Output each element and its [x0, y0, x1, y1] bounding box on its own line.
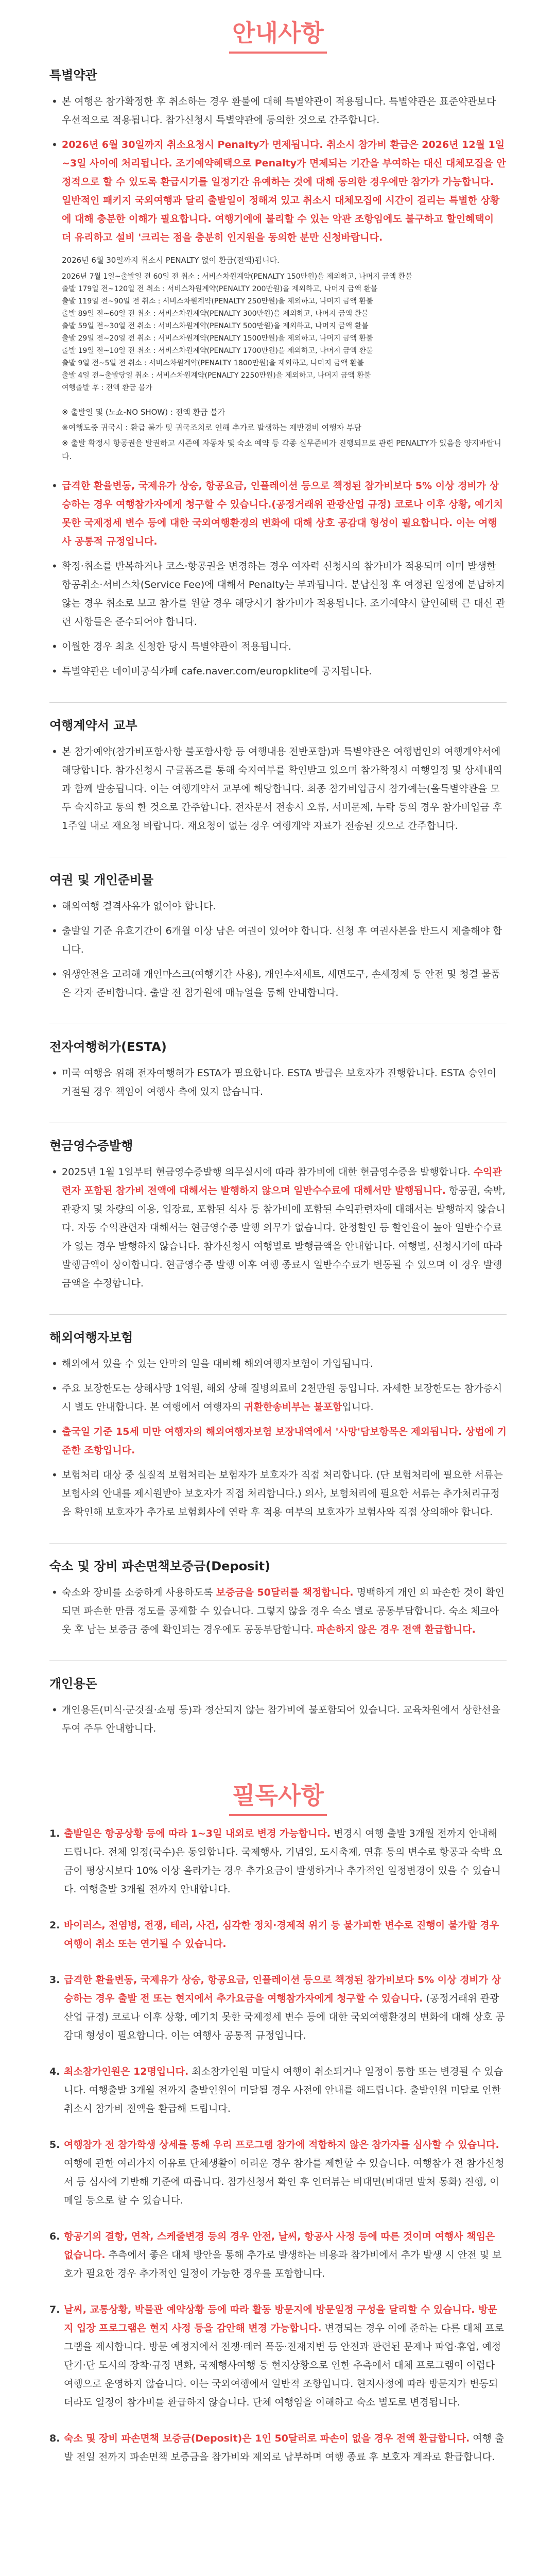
- list-item-text: 미국 여행을 위해 전자여행허가 ESTA가 필요합니다. ESTA 발급은 보호자가 진행합니다. ESTA 승인이 거절될 경우 책임이 여행사 측에 있지 않습니다.: [62, 1067, 497, 1097]
- list-item-text: 보험처리 대상 중 실질적 보험처리는 보험자가 보호자가 직접 처리합니다. (단 보험처리에 필요한 서류는 보험사의 안내를 제시원받아 보호자가 직접 처리합니다.) 의사, 보험처리에 필요한 서류는 추가처리규정을 확인해 보호자가 추가로 보험회사에 연락 후 적용 여부의 보호자가 보험사와 직접 상의해야 합니다.: [62, 1469, 503, 1518]
- list-item: [49, 742, 507, 835]
- list-item: [49, 922, 507, 959]
- list-item: [49, 92, 507, 129]
- must-item: [49, 2062, 507, 2118]
- must-item: [49, 2429, 507, 2466]
- section-title-refund: 여권 및 개인준비물: [49, 857, 507, 897]
- list-item: [49, 1354, 507, 1373]
- list-item: [49, 1466, 507, 1521]
- must-item-text: (공정거래위 관광산업 규정) 코로나 이후 상황, 예기치 못한 국제정세 변수 등에 대한 국외여행환경의 변화에 대해 상호 공감대 형성이 필요합니다. 이는 여행사 공통적 규정입니다.: [64, 1993, 505, 2041]
- section-body-cancel: [49, 92, 507, 702]
- penalty-schedule-line: 출발 89일 전~60일 전 취소 : 서비스차원계약(PENALTY 300만원)을 제외하고, 나머지 금액 환불: [62, 310, 369, 318]
- penalty-schedule-caption: 2026년 6월 30일까지 취소시 PENALTY 없이 환급(전액)됩니다.: [62, 256, 280, 265]
- list-item: [49, 662, 507, 681]
- list-item: [49, 897, 507, 916]
- section-body-photo: [49, 1354, 507, 1543]
- must-item-emphasis: 여행참가 전 참가학생 상세를 통해 우리 프로그램 참가에 적합하지 않은 참가자를 심사할 수 있습니다.: [64, 2139, 499, 2150]
- list-item: [49, 1583, 507, 1639]
- must-item: [49, 1971, 507, 2045]
- penalty-schedule-line: 출발 9일 전~5일 전 취소 : 서비스차원계약(PENALTY 1800만원)을 제외하고, 나머지 금액 환불: [62, 359, 364, 367]
- section-title-insurance: 여행계약서 교부: [49, 702, 507, 742]
- notice-title-block: [0, 0, 556, 65]
- list-item: [49, 1701, 507, 1738]
- list-item: [49, 1422, 507, 1460]
- must-item-text: 여행에 관한 여러가지 이유로 단체생활이 어려운 경우 참가를 제한할 수 있습니다. 여행참가 전 참가신청서 등 심사에 기반해 기준에 따릅니다. 참가신청서 확인 후 인터뷰는 비대면(비대면 발처 통화) 진행, 이메일 등으로 할 수 있습니다.: [64, 2158, 505, 2206]
- list-item-text: 주요 보장한도는 상해사망 1억원, 해외 상해 질병의료비 2천만원 등입니다. 자세한 보장한도는 참가증시 시 별도 안내합니다. 본 여행에서 여행자의: [62, 1383, 502, 1413]
- must-item-emphasis: 바이러스, 전염병, 전쟁, 테러, 사건, 심각한 정치·경제적 위기 등 불가피한 변수로 진행이 불가할 경우 여행이 취소 또는 연기될 수 있습니다.: [64, 1920, 499, 1950]
- penalty-note: ※ 출발일 및 (노쇼-NO SHOW) : 전액 환급 불가: [62, 408, 225, 417]
- list-item-text: 해외에서 있을 수 있는 안막의 일을 대비해 해외여행자보험이 가입됩니다.: [62, 1358, 373, 1369]
- list-item-text: 출발일 기준 유효기간이 6개월 이상 남은 여권이 있어야 합니다. 신청 후 여권사본을 반드시 제출해야 합니다.: [62, 925, 502, 955]
- must-item: [49, 1824, 507, 1899]
- must-item: [49, 2300, 507, 2412]
- list-item-text: 위생안전을 고려해 개인마스크(여행기간 사용), 개인수저세트, 세면도구, 손세정제 등 안전 및 청결 물품은 각자 준비합니다. 출발 전 참가원에 매뉴얼을 통해 안내합니다.: [62, 969, 500, 998]
- penalty-schedule-line: 출발 119일 전~90일 전 취소 : 서비스차원계약(PENALTY 250만원)을 제외하고, 나머지 금액 환불: [62, 297, 373, 306]
- list-item: [49, 1163, 507, 1293]
- penalty-schedule-line: 출발 19일 전~10일 전 취소 : 서비스차원계약(PENALTY 1700만원)을 제외하고, 나머지 금액 환불: [62, 347, 373, 355]
- must-item-number: 4.: [49, 2066, 60, 2077]
- list-item-text: 본 참가예약(참가비포함사항 불포함사항 등 여행내용 전반포함)과 특별약관은 여행법인의 여행계약서에 해당합니다. 참가신청시 구글폼즈를 통해 숙지여부를 확인받고 있으며 참가확정시 여행일정 및 상세내역과 함께 발송됩니다. 이는 여행계약서 교부에 해당합니다. 최종 참가비입금시 참가예는(올특별약관을 모두 숙지하고 동의 한 것으로 간주합니다. 전자문서 전송시 오류, 서버문제, 누락 등의 경우 참가비입금 후 1주일 내로 재요청 바랍니다. 재요청이 없는 경우 여행계약 자료가 전송된 것으로 간주합니다.: [62, 746, 502, 832]
- must-item: [49, 2136, 507, 2210]
- penalty-schedule: [49, 253, 507, 394]
- list-item-text: 숙소와 장비를 소중하게 사용하도록: [62, 1587, 216, 1598]
- penalty-schedule-line: 출발 179일 전~120일 전 취소 : 서비스차원계약(PENALTY 200만원)을 제외하고, 나머지 금액 환불: [62, 285, 378, 293]
- list-item-emphasis: 수익관련자 포함된 참가비 전액에 대해서는 발행하지 않으며 일반수수료에 대해서만 발행됩니다.: [62, 1166, 502, 1196]
- must-item-number: 8.: [49, 2433, 60, 2444]
- section-title-photo: 해외여행자보험: [49, 1314, 507, 1354]
- section-title-cancel: 특별약관: [49, 68, 97, 82]
- list-item-text: 이월한 경우 최초 신청한 당시 특별약관이 적용됩니다.: [62, 641, 292, 652]
- list-item-text: 해외여행 결격사유가 없어야 합니다.: [62, 901, 216, 912]
- list-item: [49, 637, 507, 656]
- list-item-text: 출국일 기준 15세 미만 여행자의 해외여행자보험 보장내역에서 '사망'담보항목은 제외됩니다. 상법에 기준한 조항입니다.: [62, 1426, 507, 1456]
- penalty-schedule-line: 여행출발 후 : 전액 환급 불가: [62, 384, 152, 392]
- section-title-privacy: 개인용돈: [49, 1660, 507, 1701]
- must-item-number: 5.: [49, 2139, 60, 2150]
- must-item-number: 6.: [49, 2231, 60, 2242]
- list-item: [49, 1064, 507, 1101]
- must-item-text: 추측에서 좋은 대체 방안을 통해 추가로 발생하는 비용과 참가비에서 추가 발생 시 안전 및 보호가 필요한 경우 추가적인 일정이 가능한 경우를 포함합니다.: [64, 2249, 502, 2279]
- notice-sections: [0, 65, 556, 1759]
- section-title-deposit: 숙소 및 장비 파손면책보증금(Deposit): [49, 1543, 507, 1583]
- penalty-schedule-line: 2026년 7월 1일~출발일 전 60일 전 취소 : 서비스차원계약(PENALTY 150만원)을 제외하고, 나머지 금액 환불: [62, 273, 412, 281]
- must-title: 필독사항: [232, 1777, 324, 1816]
- must-item-text: 여행 출발 전일 전까지 파손면책 보증금을 참가비와 제외로 납부하며 여행 종료 후 보호자 계좌로 환급합니다.: [64, 2433, 505, 2463]
- must-item-text: 최소참가인원 미달시 여행이 취소되거나 일정이 통합 또는 변경될 수 있습니다. 여행출발 3개월 전까지 출발인원이 미달될 경우 사전에 안내를 해드립니다. 출발인원 미달로 인한 취소시 참가비 전액을 환급해 드립니다.: [64, 2066, 503, 2114]
- section-body-refund: [49, 897, 507, 1024]
- list-item-text: 본 여행은 참가확정한 후 취소하는 경우 환불에 대해 특별약관이 적용됩니다. 특별약관은 표준약관보다 우선적으로 적용됩니다. 참가신청시 특별약관에 동의한 것으로 간주합니다.: [62, 96, 496, 126]
- must-item-emphasis: 항공기의 결항, 연착, 스케줄변경 등의 경우 안전, 날씨, 항공사 사정 등에 따른 것이며 여행사 책임은 없습니다.: [64, 2231, 495, 2261]
- must-item-emphasis: 출발일은 항공상황 등에 따라 1~3일 내외로 변경 가능합니다.: [64, 1828, 331, 1839]
- notice-title: 안내사항: [232, 14, 324, 54]
- list-item: [49, 557, 507, 631]
- must-title-block: [0, 1759, 556, 1824]
- list-item-text: 확정·취소를 반복하거나 코스·항공권을 변경하는 경우 여자력 신청시의 참가비가 적용되며 이미 발생한 항공취소·서비스차(Service Fee)에 대해서 Penalty는 부과됩니다. 분납신청 후 여정된 일정에 분납하지 않는 경우 취소로 보고 참가를 원할 경우 해당시기 참가비가 적용됩니다. 조기예약시 할인혜택 큰 대신 관련 사항들은 준수되어야 합니다.: [62, 561, 506, 628]
- list-item-text: 명백하게 개인 의 파손한 것이 확인되면 파손한 만큼 정도를 공제할 수 있습니다. 그렇지 않을 경우 숙소 별로 공동부담합니다. 숙소 체크아웃 후 남는 보증금 중에 확인되는 경우에도 공동부담합니다.: [62, 1587, 505, 1635]
- penalty-schedule-line: 출발 4일 전~출발당일 취소 : 서비스차원계약(PENALTY 2250만원)을 제외하고, 나머지 금액 환불: [62, 371, 371, 380]
- must-item: [49, 2227, 507, 2283]
- must-item-number: 1.: [49, 1828, 60, 1839]
- must-item: [49, 1916, 507, 1953]
- must-item-text: 변경되는 경우 이에 준하는 다른 대체 프로그램을 제시합니다. 방문 예정지에서 전쟁·테러 폭동·전재지변 등 안전과 관련된 문제나 파업·휴업, 예정 단기·단 도시의 장착·규정 변화, 국제행사여행 등 현지상황으로 인한 추측에서 대체 프로그램이 어렵다 여행으로 운영하지 않습니다. 이는 국외여행에서 일반적 조항입니다. 현지사정에 따라 방문지가 변동되더라도 일정이 참가비를 환급하지 않습니다. 단체 여행임을 이해하고 숙소 별도로 변경됩니다.: [64, 2323, 504, 2408]
- penalty-notes: [49, 405, 507, 463]
- must-item-emphasis: 날씨, 교통상황, 박물관 예약상황 등에 따라 활동 방문지에 방문일정 구성을 달리할 수 있습니다. 방문지 입장 프로그램은 현지 사정 등을 감안해 변경 가능합니다.: [64, 2304, 497, 2334]
- penalty-schedule-line: 출발 29일 전~20일 전 취소 : 서비스차원계약(PENALTY 1500만원)을 제외하고, 나머지 금액 환불: [62, 334, 373, 343]
- list-item-text: 특별약관은 네이버공식카페 cafe.naver.com/europklite에 공지됩니다.: [62, 666, 372, 677]
- must-item-emphasis: 숙소 및 장비 파손면책 보증금(Deposit)은 1인 50달러로 파손이 없을 경우 전액 환급합니다.: [64, 2433, 470, 2444]
- penalty-schedule-line: 출발 59일 전~30일 전 취소 : 서비스차원계약(PENALTY 500만원)을 제외하고, 나머지 금액 환불: [62, 322, 369, 330]
- section-title-etc: 전자여행허가(ESTA): [49, 1024, 507, 1064]
- must-list: [0, 1824, 556, 2466]
- list-item-text: 항공권, 숙박, 관광지 및 차량의 이용, 입장료, 포함된 식사 등 참가비에 포함된 수익관련자에 대해서는 발행하지 않습니다. 자동 수익관련자 대해서는 현금영수증 발행 의무가 없습니다. 한정할인 등 할인율이 높아 일반수수료가 없는 경우 발행하지 않습니다. 참가신청시 여행별로 발행금액을 안내합니다. 여행별, 신청시기에 따라 발행금액이 상이합니다. 현금영수증 발행 이후 여행 종료시 일반수수료가 변동될 수 있으며 이 경우 발행금액을 수정합니다.: [62, 1185, 506, 1289]
- list-item: [49, 1379, 507, 1416]
- must-item-number: 3.: [49, 1974, 60, 1986]
- must-item-number: 2.: [49, 1920, 60, 1931]
- list-item: [49, 965, 507, 1002]
- section-body-insurance: [49, 742, 507, 857]
- must-item-emphasis: 최소참가인원은 12명입니다.: [64, 2066, 189, 2077]
- must-item-text: 변경시 여행 출발 3개월 전까지 안내해 드립니다. 전체 일정(국수)은 동일합니다. 국제행사, 기념일, 도시축제, 연휴 등의 변수로 항공과 숙박 요금이 평상시보다 10% 이상 올라가는 경우 추가요금이 발생하거나 추가적인 일정변경이 있을 수 있습니다. 여행출발 3개월 전까지 안내합니다.: [64, 1828, 502, 1895]
- section-body-privacy: [49, 1701, 507, 1759]
- penalty-note: ※ 출발 확정시 항공권을 발권하고 시즌에 자동차 및 숙소 예약 등 각종 실무준비가 진행되므로 관련 PENALTY가 있음을 양지바랍니다.: [62, 438, 501, 461]
- list-item-emphasis: 파손하지 않은 경우 전액 환급합니다.: [316, 1624, 476, 1635]
- section-title-visa: 현금영수증발행: [49, 1123, 507, 1163]
- section-body-visa: [49, 1163, 507, 1314]
- list-item-text: 2026년 6월 30일까지 취소요청시 Penalty가 면제됩니다. 취소시 참가비 환급은 2026년 12월 1일~3일 사이에 처리됩니다. 조기예약혜택으로 Penalty가 면제되는 기간을 부여하는 대신 대체모집을 안정적으로 할 수 있도록 환급시기를 일정기간 유예하는 것에 대해 동의한 경우에만 참가가 가능합니다. 일반적인 패키지 국외여행과 달리 출발일이 정해져 있고 취소시 대체모집에 시간이 걸리는 특별한 상황에 대해 충분한 이해가 필요합니다. 여행기에에 불리할 수 있는 악관 조항임에도 불구하고 할인혜택이 더 유리하고 설비 '크리는 점을 충분히 인지원을 동의한 분만 신청바랍니다.: [62, 139, 506, 243]
- list-item-text: 개인용돈(미식·군것질·쇼핑 등)과 정산되지 않는 참가비에 불포함되어 있습니다. 교육차원에서 상한선을 두여 주두 안내합니다.: [62, 1704, 501, 1734]
- list-item: [49, 135, 507, 247]
- list-item-text: 입니다.: [342, 1401, 374, 1413]
- section-body-deposit: [49, 1583, 507, 1660]
- list-item: [49, 477, 507, 551]
- penalty-note: ※여행도중 귀국시 : 환급 불가 및 귀국조치로 인해 추가로 발생하는 제반경비 여행자 부담: [62, 423, 361, 432]
- list-item-emphasis: 귀환한송비부는 불포함: [244, 1401, 342, 1413]
- must-item-emphasis: 급격한 환율변동, 국제유가 상승, 항공요금, 인플레이션 등으로 책정된 참가비보다 5% 이상 경비가 상승하는 경우 출발 전 또는 현지에서 추가요금을 여행참가자에게 청구할 수 있습니다.: [64, 1974, 501, 2004]
- list-item-text: 급격한 환율변동, 국제유가 상승, 항공요금, 인플레이션 등으로 책정된 참가비보다 5% 이상 경비가 상승하는 경우 여행참가자에게 청구할 수 있습니다.(공정거래위 관광산업 규정) 코로나 이후 상황, 예기치 못한 국제정세 변수 등에 대한 국외여행환경의 변화에 대해 상호 공감대 형성이 필요합니다. 이는 여행사 공통적 규정입니다.: [62, 480, 503, 547]
- must-item-number: 7.: [49, 2304, 60, 2315]
- list-item-text: 2025년 1월 1일부터 현금영수증발행 의무실시에 따라 참가비에 대한 현금영수증을 발행합니다.: [62, 1166, 474, 1178]
- section-body-etc: [49, 1064, 507, 1123]
- list-item-emphasis: 보증금을 50달러를 책정합니다.: [216, 1587, 354, 1598]
